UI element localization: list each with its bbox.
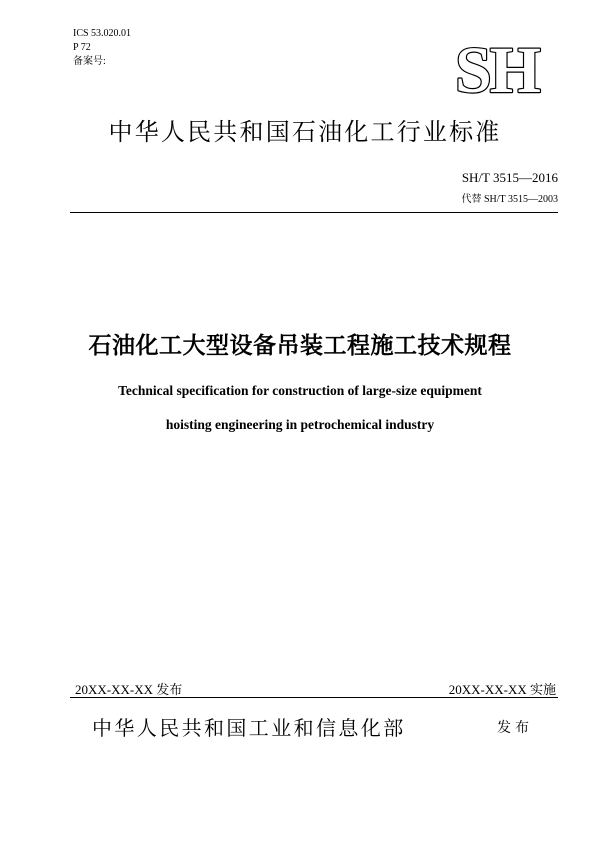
ccs-code: P 72 [73,42,91,53]
bottom-divider [70,697,558,698]
document-title-en-line1: Technical specification for construction of large-size equipment [118,383,482,398]
sh-logo [422,36,572,102]
sh-logo-icon [422,36,572,102]
document-title-cn: 石油化工大型设备吊装工程施工技术规程 [88,333,512,359]
document-title-en-line2: hoisting engineering in petrochemical industry [165,417,435,432]
ics-code: ICS 53.020.01 [73,28,132,39]
replaced-standard: 代替 SH/T 3515—2003 [461,194,558,205]
top-divider [70,212,558,213]
issuer-name: 中华人民共和国工业和信息化部 [92,716,406,740]
issuing-body-title: 中华人民共和国石油化工行业标准 [108,118,502,146]
issue-date: 20XX-XX-XX 发布 [75,682,183,697]
sh-logo-text: SH [454,36,540,102]
issuer-action: 发布 [497,720,533,736]
classification-block [73,27,131,69]
implementation-date: 20XX-XX-XX 实施 [448,682,556,697]
record-number-label: 备案号: [73,56,106,67]
standard-number: SH/T 3515—2016 [461,170,558,185]
